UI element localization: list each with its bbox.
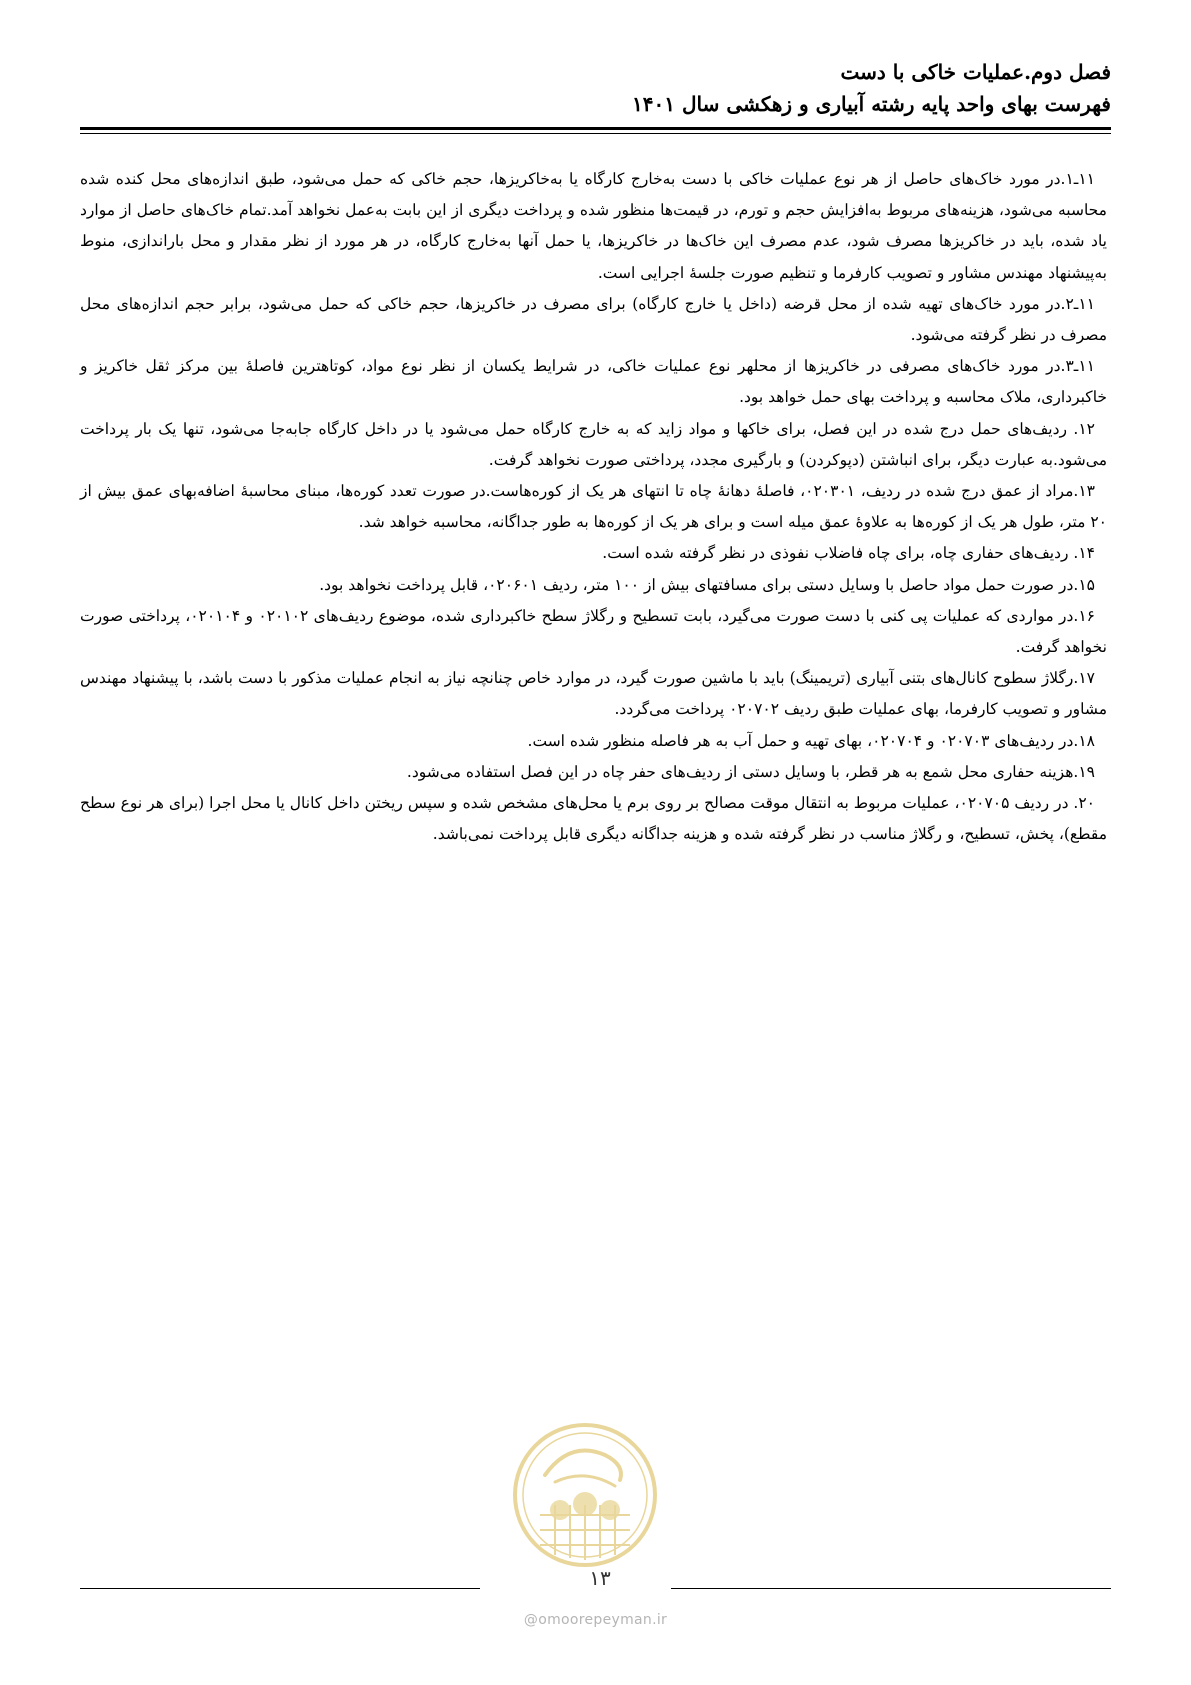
paragraph-17: ۱۷.رگلاژ سطوح کانال‌های بتنی آبیاری (تریمینگ) باید با ماشین صورت گیرد، در موارد خاص چنانچه نیاز به انجام عملیات مذکور با دست باشد، با پیشنهاد مهندس مشاور و تصویب کارفرما، بهای عملیات طبق ردیف ۰۲۰۷۰۲ پرداخت می‌گردد. [80, 669, 1107, 719]
paragraph-19: ۱۹.هزینه حفاری محل شمع به هر قطر، با وسایل دستی از ردیف‌های حفر چاه در این فصل استفاده می‌شود. [406, 762, 1095, 781]
paragraph-16: ۱۶.در مواردی که عملیات پی کنی با دست صورت می‌گیرد، بابت تسطیح و رگلاژ سطح خاکبرداری شده، موضوع ردیف‌های ۰۲۰۱۰۲ و ۰۲۰۱۰۴، پرداختی صورت نخواهد گرفت. [80, 606, 1107, 657]
paragraph-14: ۱۴. ردیف‌های حفاری چاه، برای چاه فاضلاب نفوذی در نظر گرفته شده است. [602, 544, 1095, 563]
document-body [80, 164, 1107, 850]
paragraph-11-1: ۱۱ـ۱.در مورد خاک‌های حاصل از هر نوع عملیات خاکی با دست به‌خارج کارگاه یا به‌خاکریزها، حجم خاکی که حمل می‌شود، طبق اندازه‌های محل کنده شده محاسبه می‌شود، هزینه‌های مربوط به‌افزایش حجم و تورم، در قیمت‌ها منظور شده و پرداخت دیگری از این بابت به‌عمل نخواهد آمد.تمام خاک‌های حاصل از موارد یاد شده، باید در خاکریزها مصرف شود، عدم مصرف این خاک‌ها در خاکریزها، یا حمل آنها به‌خارج کارگاه، در هر مورد از نظر مقدار و محل باراندازی، منوط به‌پیشنهاد مهندس مشاور و تصویب کارفرما و تنظیم صورت جلسهٔ اجرایی است. [80, 170, 1107, 282]
paragraph-11-3: ۱۱ـ۳.در مورد خاک‌های مصرفی در خاکریزها از محلهر نوع عملیات خاکی، در شرایط یکسان از نظر نوع مواد، کوتاهترین فاصلهٔ بین مرکز ثقل خاکریز و خاکبرداری، ملاک محاسبه و پرداخت بهای حمل خواهد بود. [80, 357, 1107, 407]
watermark-text: @omoorepeyman.ir [523, 1612, 668, 1628]
page-header [80, 56, 1111, 120]
book-title: فهرست بهای واحد پایه رشته آبیاری و زهکشی سال ۱۴۰۱ [632, 92, 1111, 116]
header-divider [80, 127, 1111, 130]
paragraph-20: ۲۰. در ردیف ۰۲۰۷۰۵، عملیات مربوط به انتقال موقت مصالح بر روی برم یا محل‌های مشخص شده و سپس ریختن داخل کانال یا محل اجرا (برای هر نوع سطح مقطع)، پخش، تسطیح، و رگلاژ مناسب در نظر گرفته شده و هزینه جداگانه دیگری قابل پرداخت نمی‌باشد. [80, 794, 1107, 844]
paragraph-18: ۱۸.در ردیف‌های ۰۲۰۷۰۳ و ۰۲۰۷۰۴، بهای تهیه و حمل آب به هر فاصله منظور شده است. [527, 731, 1095, 750]
paragraph-13: ۱۳.مراد از عمق درج شده در ردیف، ۰۲۰۳۰۱، فاصلهٔ دهانهٔ چاه تا انتهای هر یک از کوره‌هاست.در صورت تعدد کوره‌ها، مبنای محاسبهٔ اضافه‌بهای عمق بیش از ۲۰ متر، طول هر یک از کوره‌ها به علاوهٔ عمق میله است و برای هر یک از کوره‌ها به طور جداگانه، محاسبه خواهد شد. [80, 482, 1107, 532]
paragraph-12: ۱۲. ردیف‌های حمل درج شده در این فصل، برای خاکها و مواد زاید که به خارج کارگاه حمل می‌شود یا در داخل کارگاه جابه‌جا می‌شود، تنها یک بار پرداخت می‌شود.به عبارت دیگر، برای انباشتن (دپوکردن) و بارگیری مجدد، پرداختی صورت نخواهد گرفت. [80, 419, 1107, 469]
chapter-title: فصل دوم.عملیات خاکی با دست [840, 60, 1111, 84]
footer-divider-right [671, 1588, 1111, 1589]
paragraph-11-2: ۱۱ـ۲.در مورد خاک‌های تهیه شده از محل قرضه (داخل یا خارج کارگاه) برای مصرف در خاکریزها، حجم خاکی که حمل می‌شود، برابر حجم اندازه‌های محل مصرف در نظر گرفته می‌شود. [80, 294, 1107, 345]
header-divider-thin [80, 133, 1111, 134]
publisher-logo-icon [510, 1420, 660, 1570]
footer-divider-left [80, 1588, 480, 1589]
paragraph-15: ۱۵.در صورت حمل مواد حاصل با وسایل دستی برای مسافتهای بیش از ۱۰۰ متر، ردیف ۰۲۰۶۰۱، قابل پرداخت نخواهد بود. [319, 575, 1095, 594]
page-number: ۱۳ [589, 1566, 611, 1590]
